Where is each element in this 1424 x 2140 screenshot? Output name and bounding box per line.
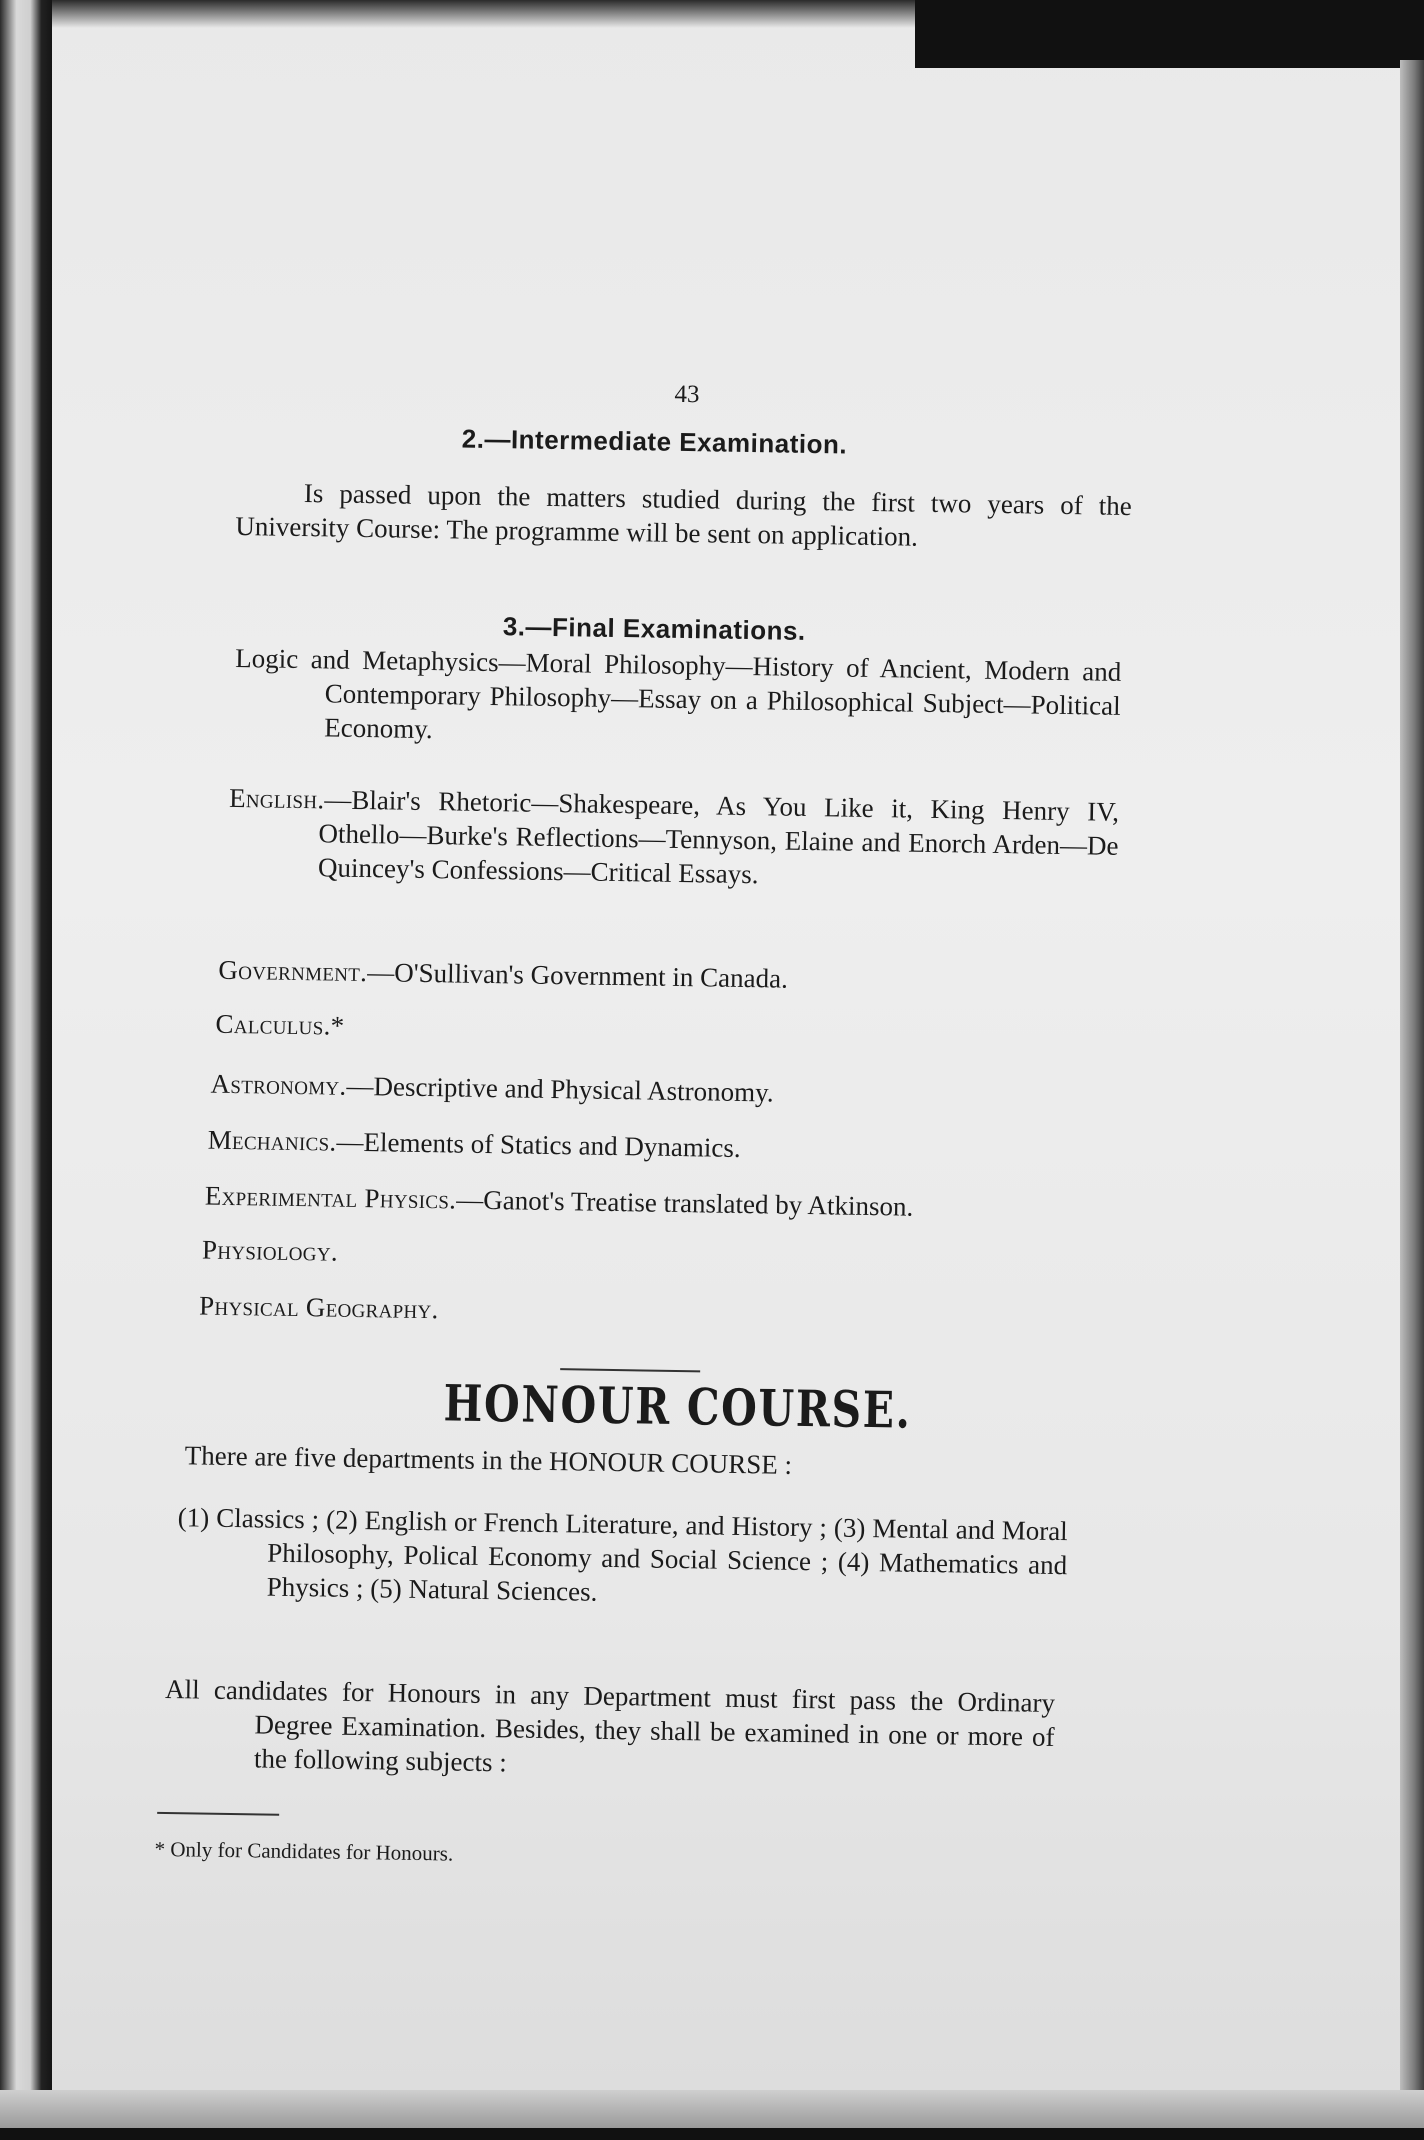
honour-intro: There are five departments in the HONOUR COURSE : [185, 1438, 793, 1482]
final-item-label: Experimental Physics. [205, 1181, 457, 1215]
final-item-label: Astronomy. [210, 1069, 346, 1101]
final-item-label: Mechanics. [208, 1125, 337, 1157]
final-heading: 3.—Final Examinations. [503, 609, 806, 648]
final-item-label: Physiology. [202, 1235, 338, 1267]
final-item-label: English. [229, 783, 325, 814]
final-item-text: Logic and Metaphysics—Moral Philosophy—History of Ancient, Modern and Contemporary Philosophy—Essay on a Philosophical Subject—Political Economy. [235, 643, 1121, 744]
final-item-mechanics [207, 1123, 740, 1165]
final-item-text: —O'Sullivan's Government in Canada. [367, 957, 788, 994]
final-item-physical-geography [199, 1288, 439, 1326]
final-item-label: Government. [218, 955, 367, 987]
final-item-text: —Elements of Statics and Dynamics. [336, 1127, 741, 1163]
final-item-text: * [330, 1011, 344, 1041]
final-item-logic [324, 642, 1122, 756]
footnote-rule [157, 1812, 279, 1816]
final-item-experimental-physics [205, 1179, 914, 1224]
intermediate-body: Is passed upon the matters studied during the first two years of the University Course: The programme will be sent on application. [235, 475, 1132, 557]
final-item-text: —Ganot's Treatise translated by Atkinson. [456, 1185, 914, 1222]
final-item-physiology [202, 1233, 338, 1269]
final-item-astronomy [210, 1067, 774, 1110]
page-number: 43 [674, 378, 700, 412]
final-item-english [318, 782, 1120, 897]
final-item-government [218, 953, 788, 996]
final-item-calculus [215, 1007, 344, 1043]
honour-candidates: All candidates for Honours in any Department must first pass the Ordinary Degree Examination. Besides, they shall be examined in one or more of the following subjects : [254, 1673, 1056, 1788]
honour-course-title: HONOUR COURSE. [443, 1386, 911, 1427]
footnote: * Only for Candidates for Honours. [154, 1832, 453, 1871]
section-divider [560, 1368, 700, 1372]
final-item-text: —Blair's Rhetoric—Shakespeare, As You Like it, King Henry IV, Othello—Burke's Reflections—Tennyson, Elaine and Enorch Arden—De Quincey's Confessions—Critical Essays. [318, 784, 1119, 889]
final-item-text: —Descriptive and Physical Astronomy. [346, 1071, 774, 1108]
final-item-label: Physical Geography. [199, 1290, 439, 1324]
honour-departments: (1) Classics ; (2) English or French Literature, and History ; (3) Mental and Moral Philosophy, Polical Economy and Social Science ; (4) Mathematics and Physics ; (5) Natural Sciences. [266, 1502, 1068, 1617]
intermediate-heading: 2.—Intermediate Examination. [462, 422, 848, 462]
final-item-label: Calculus. [215, 1009, 331, 1041]
